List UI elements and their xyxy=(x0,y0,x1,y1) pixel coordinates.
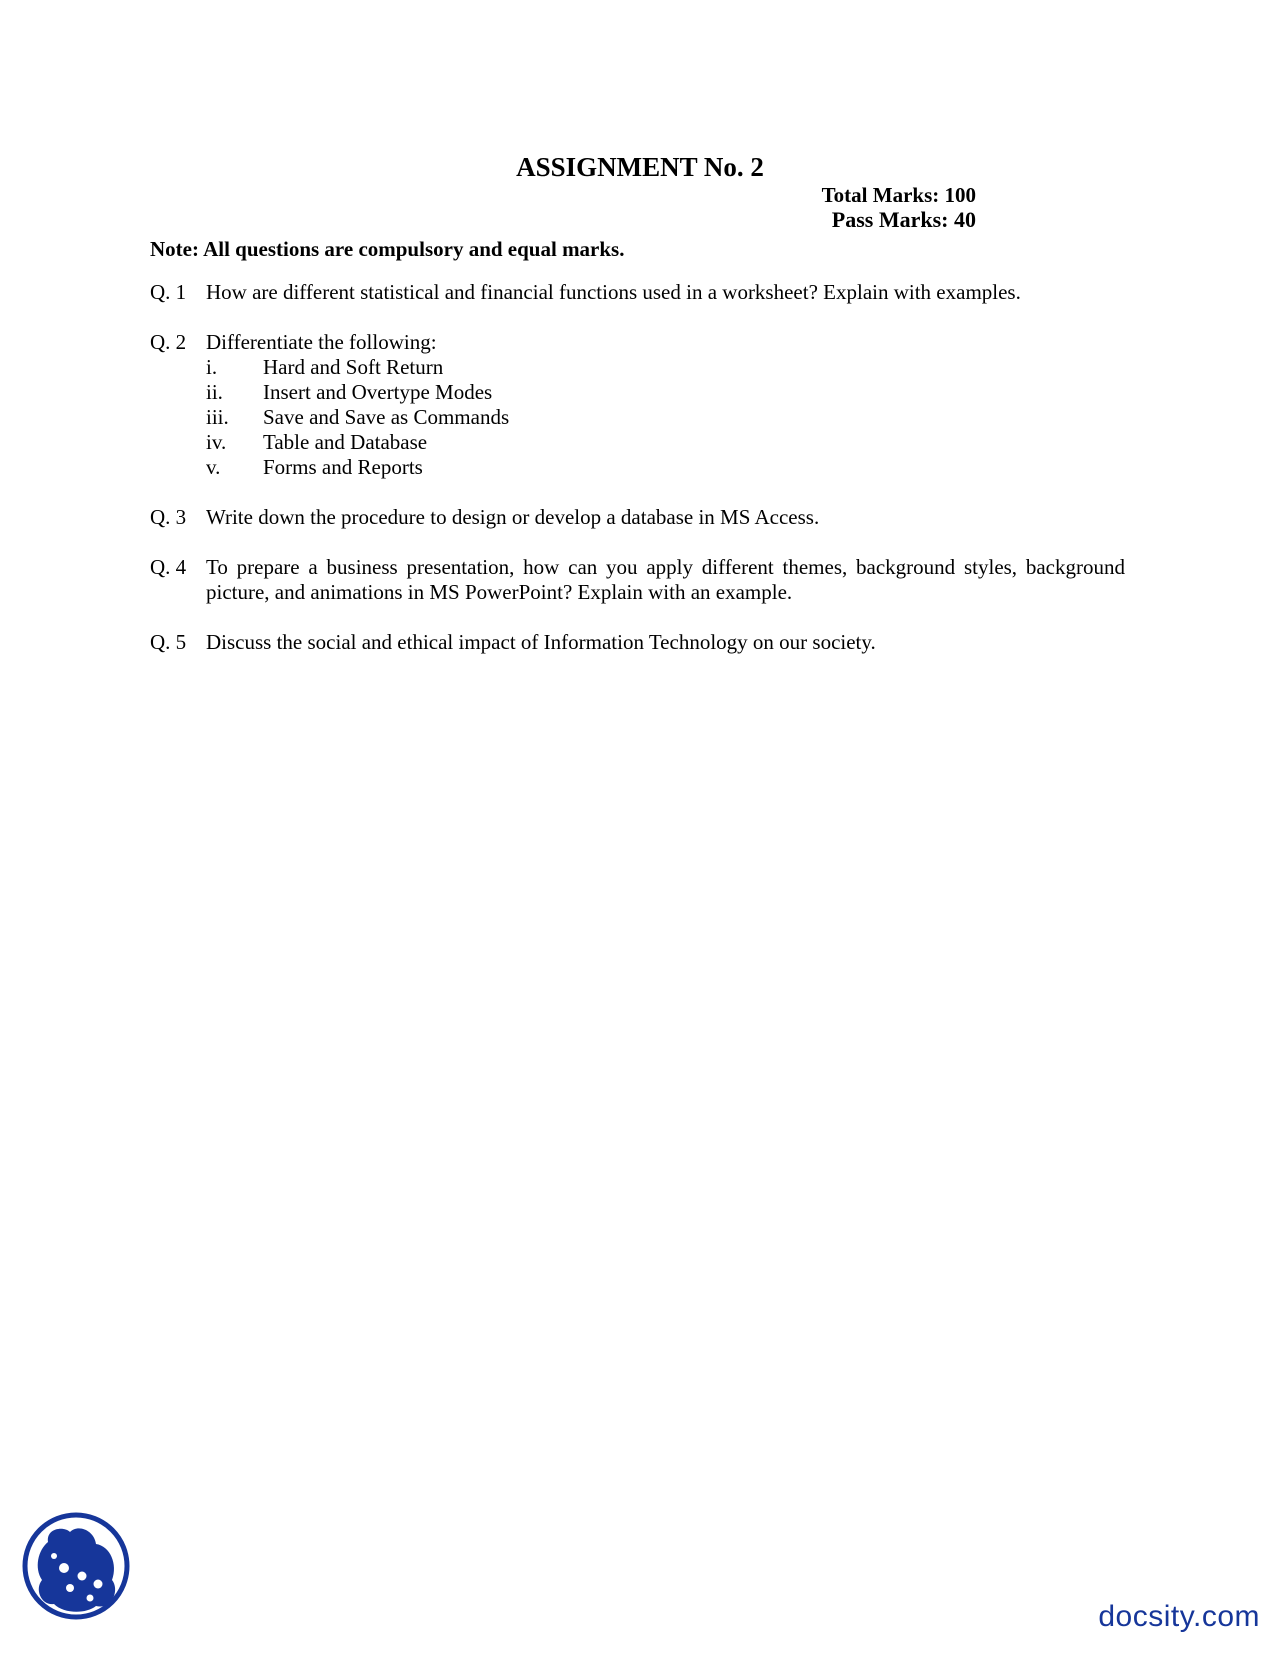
list-item-numeral: iv. xyxy=(206,430,227,454)
question-number: Q. 1 xyxy=(150,280,187,304)
question-text: Differentiate the following: xyxy=(206,330,437,354)
question-1 xyxy=(150,280,1125,305)
note-text: Note: All questions are compulsory and equal marks. xyxy=(150,237,625,261)
list-item-numeral: ii. xyxy=(206,380,223,404)
list-item-numeral: v. xyxy=(206,455,221,479)
pass-marks: Pass Marks: 40 xyxy=(831,207,976,232)
list-item xyxy=(206,455,1125,480)
question-2 xyxy=(150,330,1125,480)
list-item-text: Table and Database xyxy=(263,430,428,454)
docsity-logo-graphic xyxy=(20,1510,132,1622)
marks-block xyxy=(822,183,976,232)
list-item-text: Hard and Soft Return xyxy=(263,355,444,379)
question-text: Write down the procedure to design or develop a database in MS Access. xyxy=(206,505,820,529)
question-3 xyxy=(150,505,1125,530)
question-number: Q. 5 xyxy=(150,630,187,654)
question-number: Q. 2 xyxy=(150,330,187,354)
question-5 xyxy=(150,630,1125,655)
question-text: How are different statistical and financial functions used in a worksheet? Explain with examples. xyxy=(206,280,1021,304)
list-item xyxy=(206,430,1125,455)
brand-link[interactable]: docsity.com xyxy=(1098,1600,1260,1633)
page-title: ASSIGNMENT No. 2 xyxy=(516,152,764,182)
list-item xyxy=(206,355,1125,380)
list-item-text: Forms and Reports xyxy=(263,455,423,479)
list-item xyxy=(206,380,1125,405)
list-item-text: Insert and Overtype Modes xyxy=(263,380,493,404)
question-text: Discuss the social and ethical impact of Information Technology on our society. xyxy=(206,630,876,654)
list-item-text: Save and Save as Commands xyxy=(263,405,510,429)
list-item-numeral: iii. xyxy=(206,405,229,429)
question-4 xyxy=(150,555,1125,605)
list-item xyxy=(206,405,1125,430)
question-text: To prepare a business presentation, how can you apply different themes, background styles, background picture, and animations in MS PowerPoint? Explain with an example. xyxy=(206,555,1125,604)
total-marks: Total Marks: 100 xyxy=(821,183,976,207)
docsity-logo-icon[interactable] xyxy=(20,1510,132,1622)
question-number: Q. 3 xyxy=(150,505,187,529)
question-number: Q. 4 xyxy=(150,555,187,579)
list-item-numeral: i. xyxy=(206,355,218,379)
